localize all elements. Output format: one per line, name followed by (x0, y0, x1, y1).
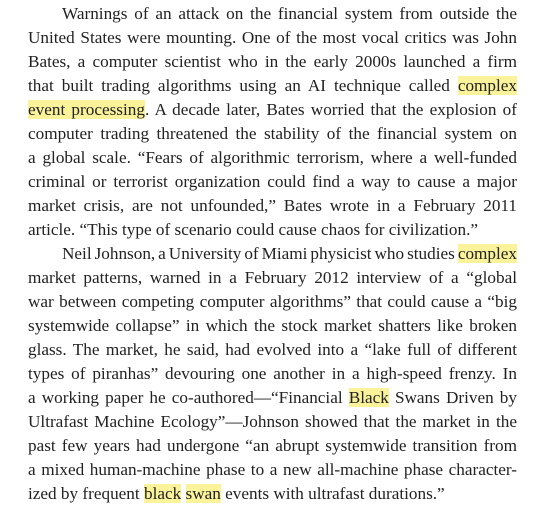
highlighted-text: complex (457, 76, 517, 95)
text-run: Neil Johnson, a University of Miami physicist who studies (62, 244, 458, 263)
text-run: Warnings of an attack on the financial system from outside the (62, 4, 517, 23)
text-run: a global scale. “Fears of algorithmic terrorism, where a well-funded (28, 148, 517, 167)
highlighted-text: event processing (28, 100, 145, 119)
text-line (28, 146, 517, 170)
text-run: United States were mounting. One of the most vocal critics was John (28, 28, 517, 47)
text-run: computer trading threatened the stability of the financial system on (28, 124, 517, 143)
highlighted-text: swan (185, 484, 221, 503)
text-line (28, 338, 517, 362)
text-run: Swans Driven by (388, 388, 517, 407)
highlighted-text: complex (457, 244, 517, 263)
text-line (28, 218, 478, 242)
highlighted-text: black (143, 484, 182, 503)
text-line (28, 410, 517, 434)
text-run: past few years had undergone “an abrupt systemwide transition from (28, 436, 517, 455)
text-line (28, 266, 517, 290)
text-run: . A decade later, Bates worried that the explosion of (144, 100, 517, 119)
text-line (62, 2, 517, 26)
text-line (28, 362, 517, 386)
text-line (28, 314, 517, 338)
text-line (28, 170, 517, 194)
text-run: war between competing computer algorithms” that could cause a “big (28, 292, 517, 311)
highlighted-text: Black (348, 388, 389, 407)
text-run: market crisis, are not unfounded,” Bates wrote in a February 2011 (28, 196, 517, 215)
text-run: market patterns, warned in a February 2012 interview of a “global (28, 268, 517, 287)
text-line (28, 98, 517, 122)
text-run: Bates, a computer scientist who in the early 2000s launched a firm (28, 52, 517, 71)
text-run: that built trading algorithms using an AI technique called (28, 76, 458, 95)
text-line (28, 458, 517, 482)
text-line (28, 194, 517, 218)
text-run (181, 484, 185, 503)
text-line (62, 242, 517, 266)
text-run: article. “This type of scenario could cause chaos for civilization.” (28, 220, 479, 239)
text-run: systemwide collapse” in which the stock market shatters like broken (28, 316, 517, 335)
text-run: types of piranhas” devouring one another in a high-speed frenzy. In (28, 364, 517, 383)
text-run: a mixed human-machine phase to a new all-machine phase character- (28, 460, 517, 479)
text-run: a working paper he co-authored—“Financial (28, 388, 349, 407)
text-run: criminal or terrorist organization could find a way to cause a major (28, 172, 517, 191)
text-line (28, 290, 517, 314)
text-run: ized by frequent (28, 484, 144, 503)
text-line (28, 434, 517, 458)
text-run: Ultrafast Machine Ecology”—Johnson showed that the market in the (28, 412, 517, 431)
text-line (28, 50, 517, 74)
text-line (28, 482, 445, 506)
text-line (28, 122, 517, 146)
text-run: glass. The market, he said, had evolved into a “lake full of different (28, 340, 517, 359)
text-line (28, 26, 517, 50)
text-line (28, 386, 517, 410)
text-line (28, 74, 517, 98)
text-run: events with ultrafast durations.” (220, 484, 445, 503)
